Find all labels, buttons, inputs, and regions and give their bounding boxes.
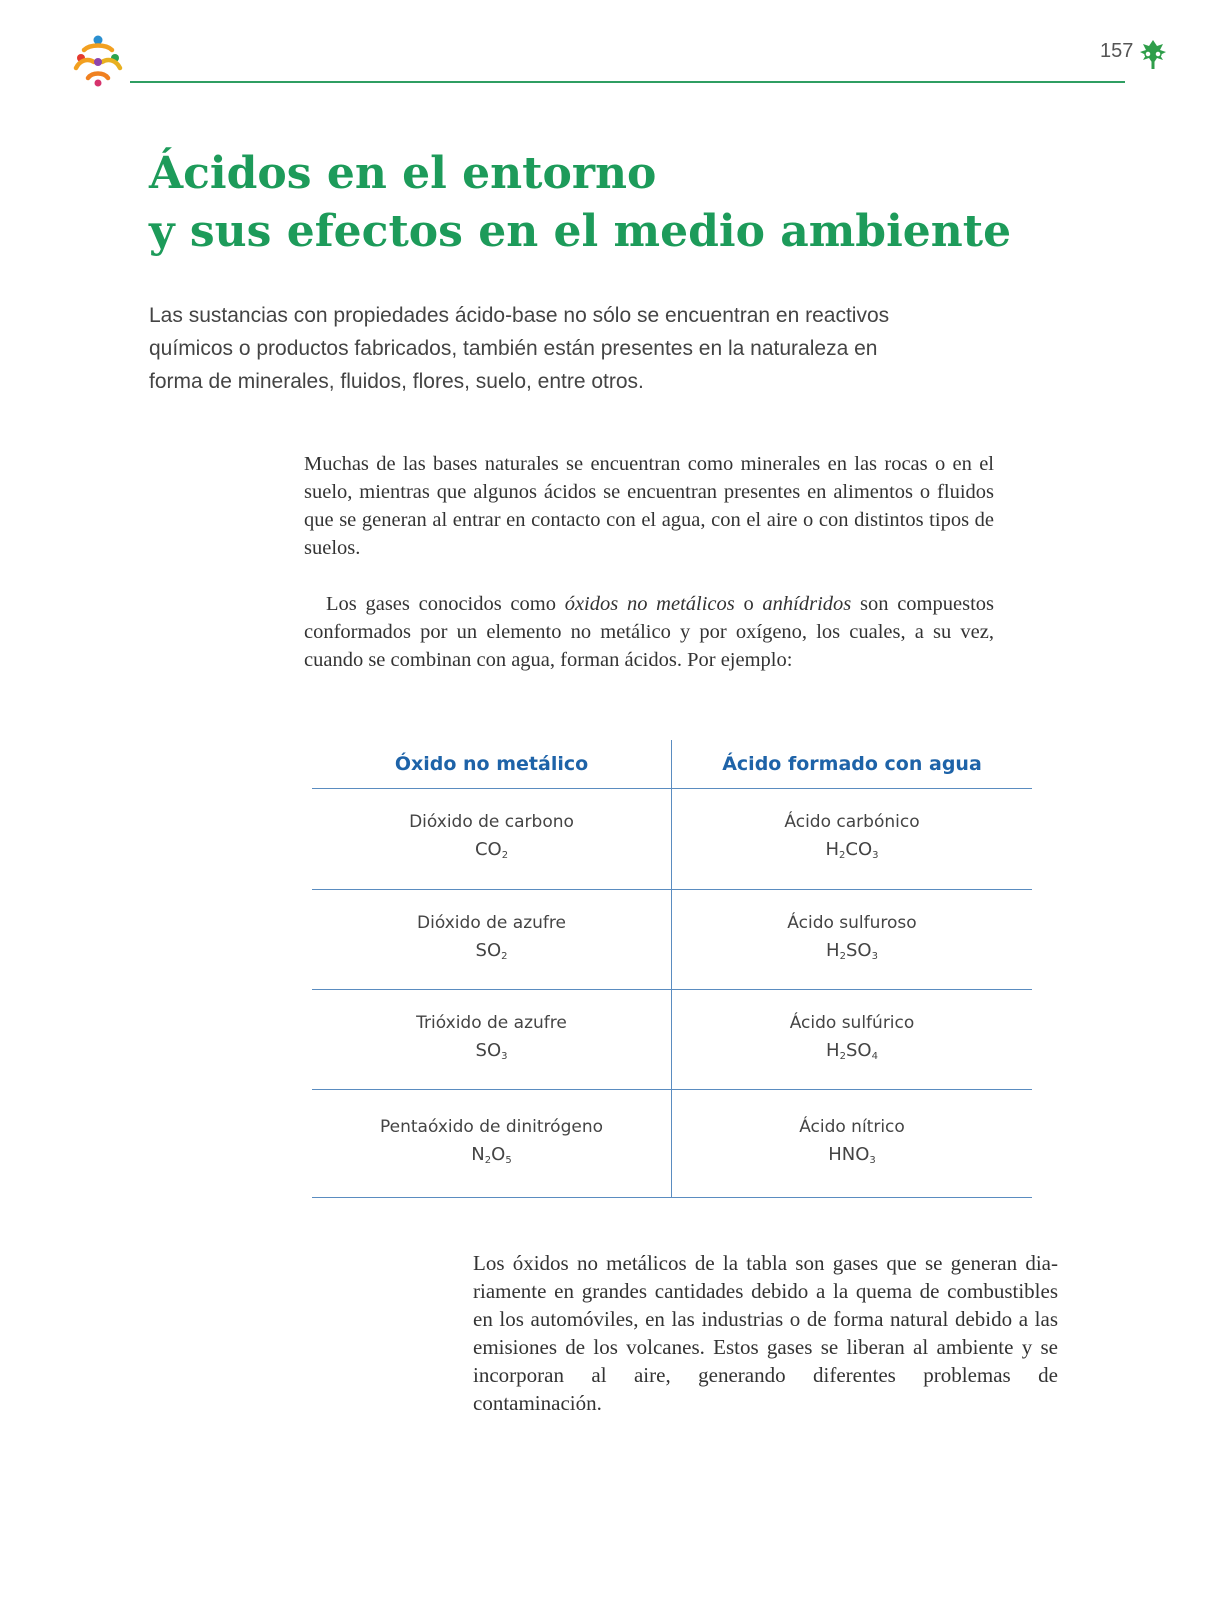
acid-formula	[828, 1141, 876, 1174]
formula-symbol: SO	[845, 1039, 872, 1061]
paragraph2-part1: Los gases conocidos como	[326, 593, 565, 615]
oxide-name: Trióxido de azufre	[416, 1012, 567, 1033]
formula-subscript: 2	[839, 1050, 846, 1062]
formula-subscript: 2	[839, 850, 846, 861]
formula-subscript: 2	[501, 850, 509, 861]
table-cell-acid	[672, 890, 1032, 989]
header-rule	[130, 81, 1125, 83]
formula-subscript: 2	[484, 1154, 492, 1166]
formula-symbol: O	[491, 1143, 506, 1165]
oxide-name: Pentaóxido de dinitrógeno	[380, 1116, 603, 1137]
formula-subscript: 3	[871, 950, 878, 962]
table-cell-acid	[672, 789, 1032, 889]
table-cell-oxide	[312, 1090, 671, 1197]
formula-subscript: 2	[501, 950, 508, 962]
title-line-1: Ácidos en el entorno	[149, 148, 657, 199]
formula-subscript: 3	[501, 1050, 508, 1062]
formula-subscript: 3	[869, 1154, 876, 1166]
term-anhidridos: anhídridos	[762, 593, 852, 615]
row-divider	[312, 1197, 1032, 1198]
oxide-acid-table	[312, 740, 1032, 1198]
oxide-formula	[476, 937, 508, 970]
paragraph2-part3: son compuestos conformados por un elemento no metálico y por oxígeno, los cuales, a su vez, cuando se combinan con agua, forman ácidos. Por ejemplo:	[304, 593, 994, 671]
table-cell-oxide	[312, 990, 671, 1089]
acid-name: Ácido sulfuroso	[787, 912, 917, 933]
title-line-2: y sus efectos en el medio ambiente	[149, 206, 1012, 257]
formula-symbol: SO	[475, 939, 502, 961]
table-cell-acid	[672, 990, 1032, 1089]
oxide-name: Dióxido de carbono	[409, 812, 574, 832]
table-cell-oxide	[312, 890, 671, 989]
table-cell-oxide	[312, 789, 671, 889]
body-paragraph-1: Muchas de las bases naturales se encuentran como minerales en las rocas o en el suelo, mientras que algunos ácidos se encuentran presentes en alimentos o fluidos que se generan al entrar en contacto con el agua, con el aire o con distintos tipos de suelos.	[304, 453, 994, 559]
paragraph2-part2: o	[734, 593, 763, 615]
formula-symbol: CO	[474, 839, 502, 860]
oxide-formula	[475, 836, 508, 869]
acid-name: Ácido sulfúrico	[789, 1012, 915, 1033]
formula-symbol: N	[471, 1143, 485, 1165]
formula-subscript: 2	[839, 950, 846, 962]
acid-formula	[826, 937, 878, 970]
header-acid: Ácido formado con agua	[722, 753, 982, 775]
formula-symbol: SO	[845, 939, 872, 961]
oxide-formula	[471, 1141, 511, 1174]
formula-symbol: SO	[475, 1039, 502, 1061]
formula-subscript: 4	[871, 1050, 878, 1062]
colorful-figures-logo-icon	[70, 32, 126, 88]
acid-name: Ácido nítrico	[799, 1116, 905, 1137]
oxide-name: Dióxido de azufre	[417, 912, 566, 933]
formula-symbol: H	[826, 1039, 840, 1061]
acid-name: Ácido carbónico	[784, 812, 920, 832]
formula-subscript: 3	[872, 850, 879, 861]
formula-subscript: 5	[505, 1154, 512, 1166]
page-title	[149, 145, 1099, 261]
table-cell-acid	[672, 1090, 1032, 1197]
page-number: 157	[1100, 40, 1134, 62]
acid-formula	[825, 836, 878, 869]
green-ornament-icon	[1139, 38, 1167, 70]
formula-symbol: HNO	[828, 1143, 870, 1165]
body-paragraph-2	[304, 590, 994, 674]
oxide-formula	[476, 1037, 508, 1070]
body-paragraph-3: Los óxidos no metálicos de la tabla son gases que se generan diariamente en grandes cantidades debido a la quema de combustibles en los automóviles, en las industrias o de forma natural debido a las emisiones de los volcanes. Estos gases se liberan al ambiente y se incorporan al aire, generando diferentes problemas de contaminación.	[473, 1251, 1058, 1415]
term-oxidos-no-metalicos: óxidos no metálicos	[564, 593, 735, 615]
header-oxide: Óxido no metálico	[394, 753, 589, 775]
formula-symbol: CO	[845, 839, 873, 860]
intro-paragraph: Las sustancias con propiedades ácido-base no sólo se encuentran en reactivos químicos o productos fabricados, también están presentes en la naturaleza en forma de minerales, fluidos, flores, suelo, entre otros.	[149, 304, 890, 393]
acid-formula	[826, 1037, 878, 1070]
formula-symbol: H	[825, 839, 840, 860]
formula-symbol: H	[826, 939, 840, 961]
